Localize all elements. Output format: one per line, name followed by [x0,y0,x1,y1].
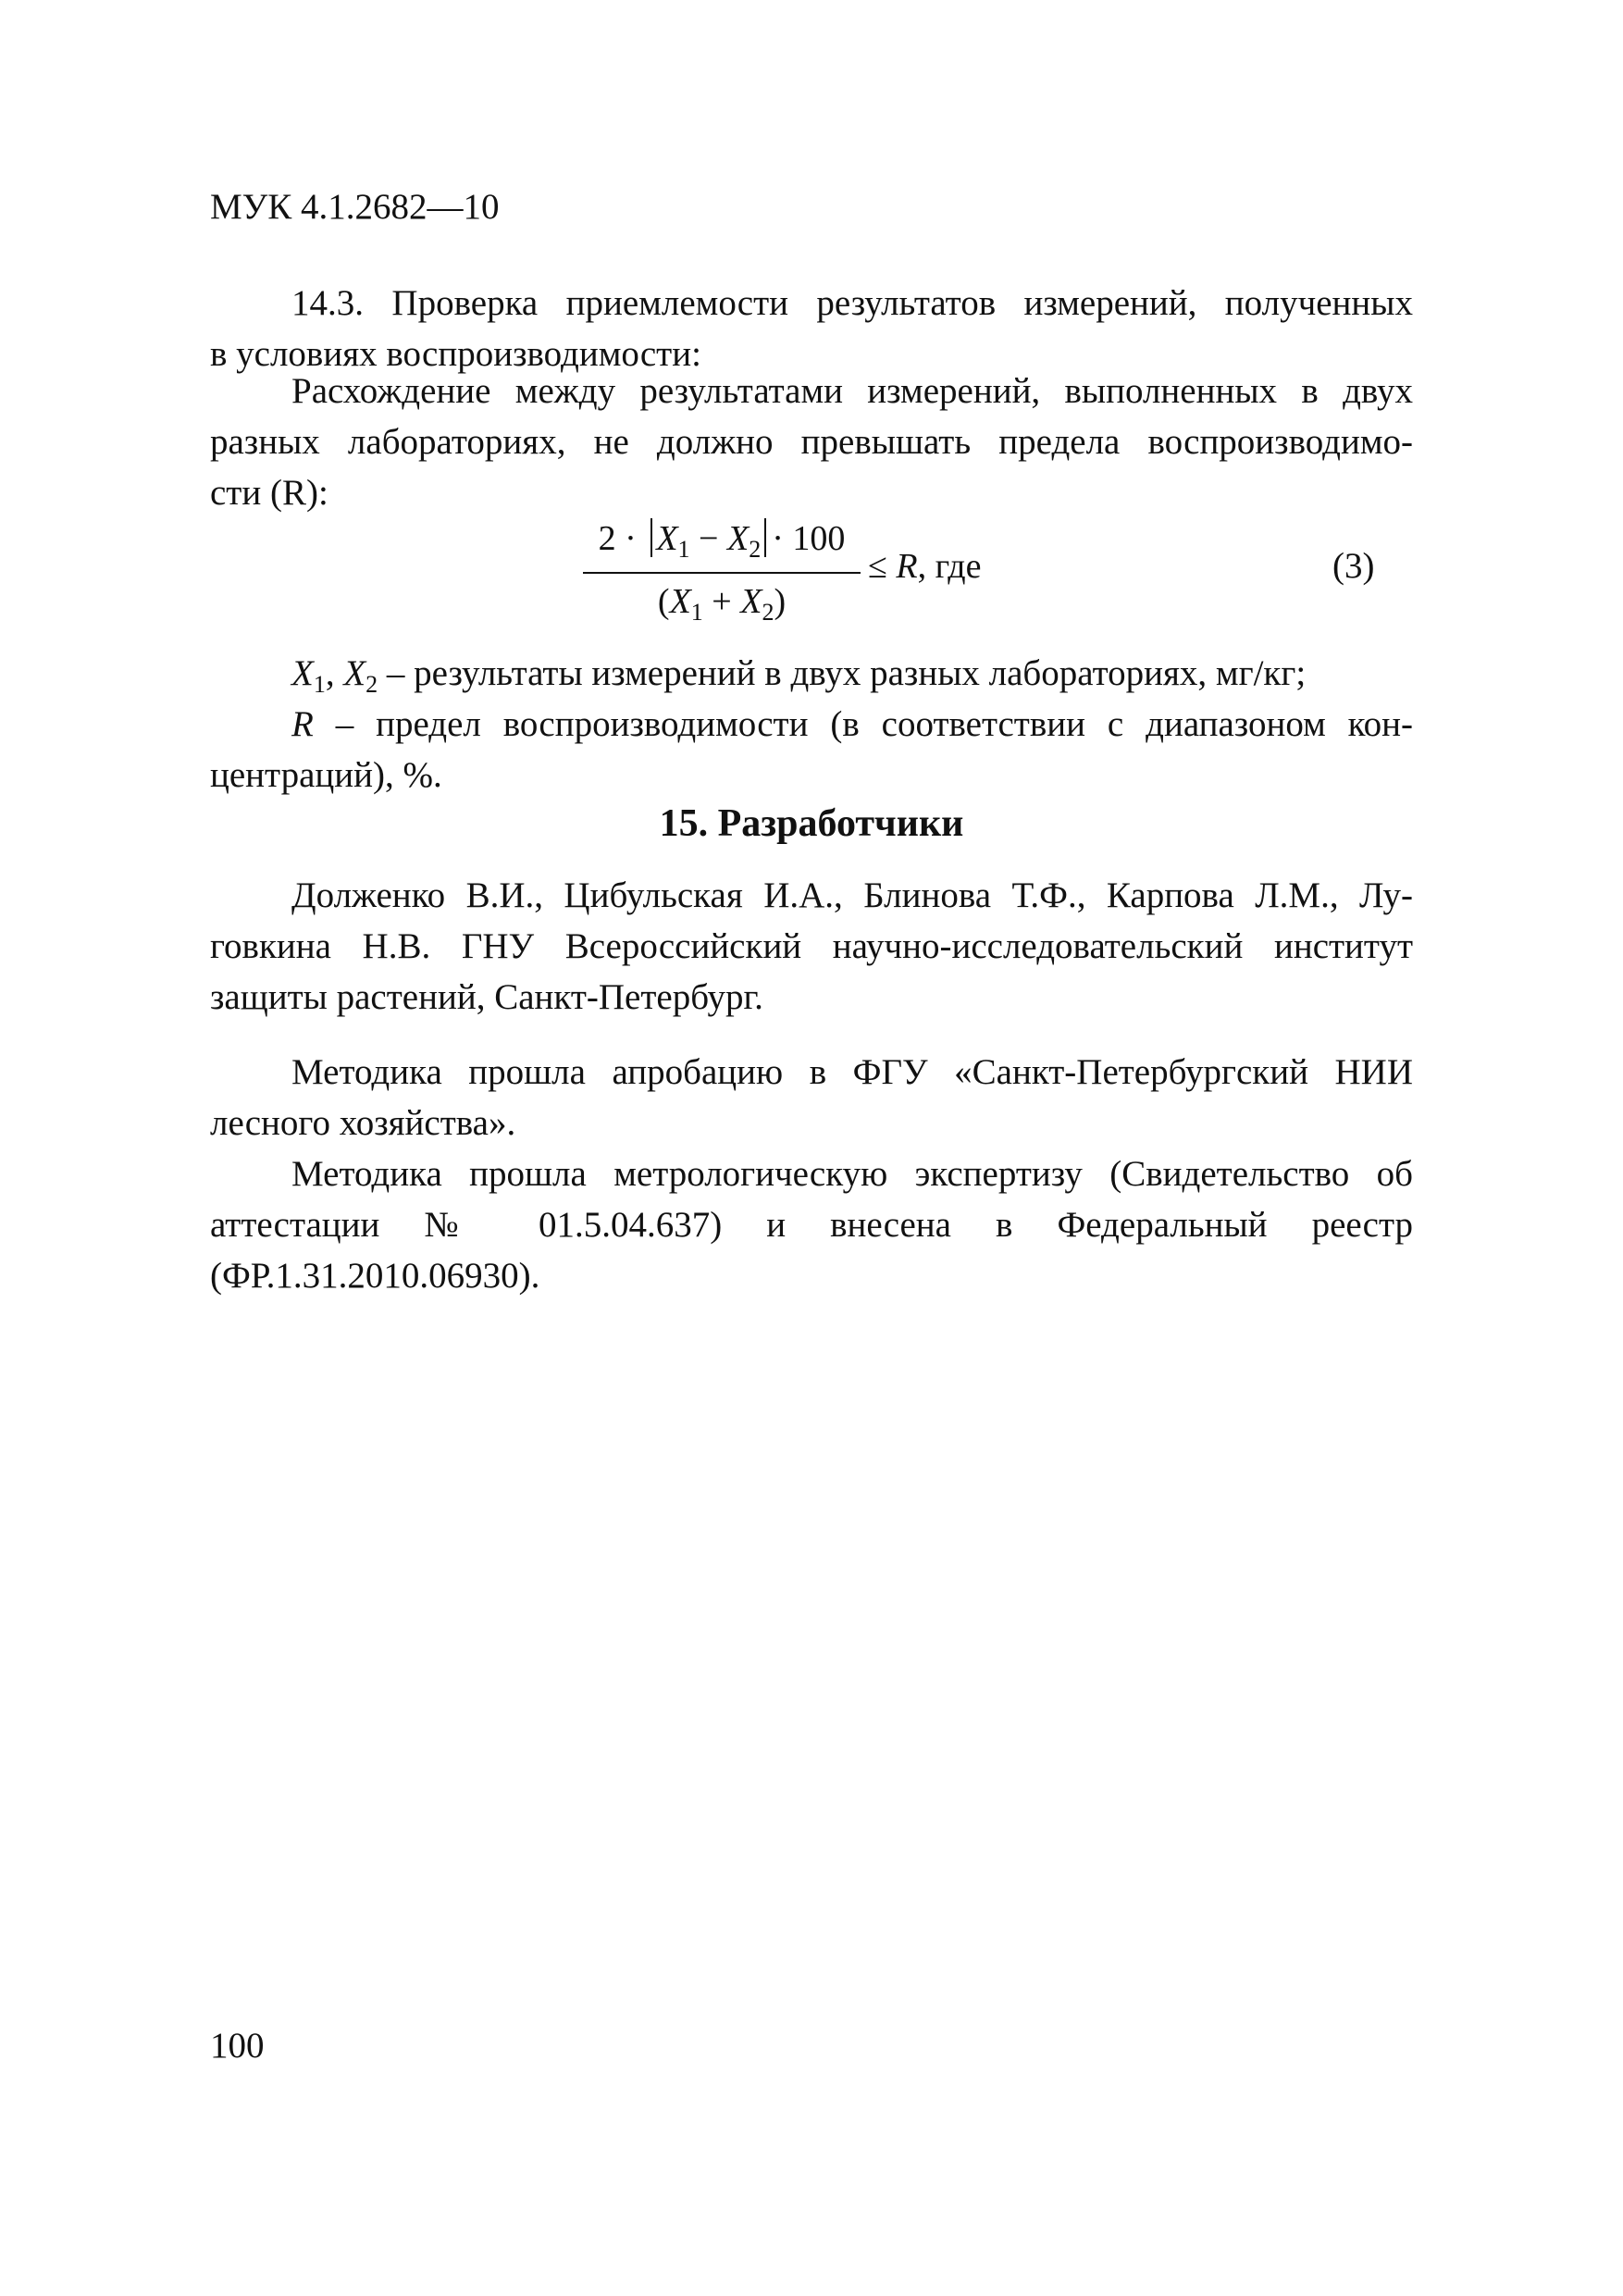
text-line: Долженко В.И., Цибульская И.А., Блинова Т.Ф., Карпова Л.М., Лу- [291,875,1413,915]
where-word: , где [917,547,982,586]
page-number: 100 [210,2026,265,2066]
sub-2: 2 [365,671,378,698]
var-r: R [896,547,918,586]
text-line: сти (R): [210,473,328,513]
text-line: лесного хозяйства». [210,1103,516,1143]
formula-numerator [583,516,861,561]
text-line: (ФР.1.31.2010.06930). [210,1256,540,1296]
text-line: центраций), %. [210,755,442,795]
equation-number: (3) [1332,546,1375,586]
sub-2: 2 [749,536,762,563]
var-x2: X [740,582,762,621]
metrology-paragraph [210,1148,1413,1301]
definition-x [210,648,1413,699]
sub-1: 1 [313,671,326,698]
definition-r [210,699,1413,750]
formula-3 [0,507,1623,637]
var-x: X [291,653,314,693]
text-line: аттестации № 01.5.04.637) и внесена в Федеральный реестр [210,1205,1413,1245]
section-15-heading: 15. Разработчики [659,802,964,845]
reproducibility-paragraph [210,366,1413,518]
text-line: разных лабораториях, не должно превышать предела воспроизводимо- [210,422,1413,462]
text-line: защиты растений, Санкт-Петербург. [210,977,763,1017]
section-14-3-paragraph [210,278,1413,379]
var-x2: X [726,519,750,558]
separator: , [325,653,344,693]
fraction-bar [583,572,861,574]
text-line: говкина Н.В. ГНУ Всероссийский научно-исследовательский институт [210,926,1413,966]
formula-denominator: $(X_1 + X_2)$ [657,582,787,626]
multiplier-100: · 100 [772,519,846,558]
approbation-paragraph [210,1047,1413,1148]
definition-text: – результаты измерений в двух разных лабораториях, мг/кг; [378,653,1307,693]
sub-2: 2 [762,599,774,626]
text-line: 14.3. Проверка приемлемости результатов измерений, полученных [291,283,1413,323]
text-line: Методика прошла апробацию в ФГУ «Санкт-Петербургский НИИ [291,1052,1413,1092]
text-line: Расхождение между результатами измерений, выполненных в двух [291,371,1413,411]
sub-1: 1 [690,599,703,626]
plus-sign: + [712,582,732,621]
definitions [210,648,1413,800]
leq-sign: ≤ [868,547,887,586]
abs-bar-right [764,518,766,557]
var-x1: X [656,519,678,558]
var-r: R [291,704,314,744]
running-head: МУК 4.1.2682—10 [210,187,500,227]
text-line: в условиях воспроизводимости: [210,334,701,374]
minus-sign: − [699,519,719,558]
var-x: X [343,653,366,693]
formula-relation [868,544,981,589]
text-line: Методика прошла метрологическую экспертизу (Свидетельство об [291,1154,1413,1194]
coefficient: 2 · [598,519,637,558]
var-x1: X [669,582,691,621]
sub-1: 1 [677,536,690,563]
authors-paragraph [210,870,1413,1023]
abs-bar-left [650,518,652,557]
definition-text: – предел воспроизводимости (в соответствии с диапазоном кон- [313,704,1413,744]
